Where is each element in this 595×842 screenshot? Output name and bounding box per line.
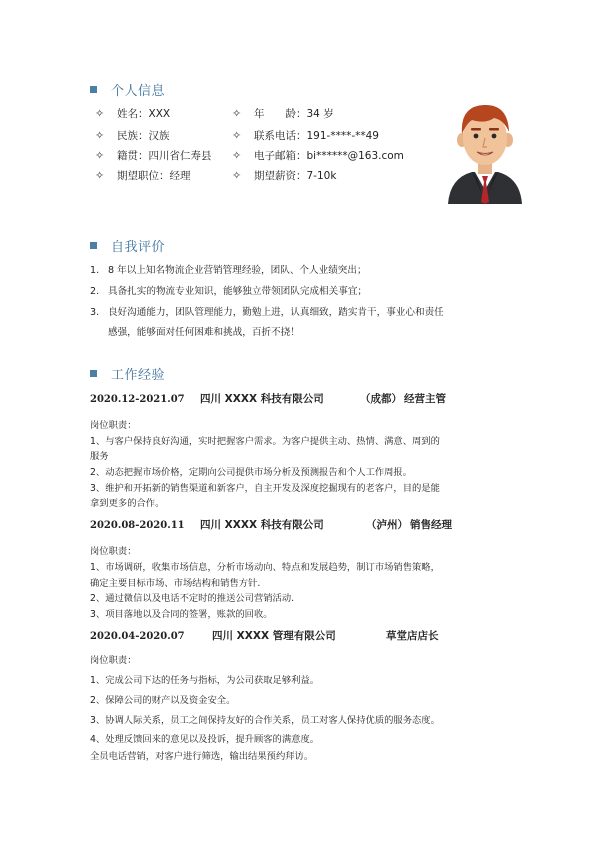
- job-line: 岗位职责：: [90, 546, 137, 557]
- job-company: 四川 XXXX 管理有限公司: [212, 630, 336, 642]
- job-line: 1、与客户保持良好沟通，实时把握客户需求。为客户提供主动、热情、满意、周到的: [90, 436, 440, 447]
- evaluation-item-continued: 感强，能够面对任何困难和挑战，百折不挠！: [108, 327, 300, 338]
- field-email: ✧ 电子邮箱： bi******@163.com: [232, 149, 404, 162]
- field-age: ✧ 年 龄： 34 岁: [232, 107, 334, 120]
- field-hometown: ✧ 籍贯： 四川省仁寿县: [95, 149, 212, 162]
- avatar: [442, 98, 528, 204]
- section-title-evaluation: 自我评价: [90, 236, 165, 255]
- job-line: 全员电话营销，对客户进行筛选，输出结果预约拜访。: [90, 751, 314, 762]
- job-line: 确定主要目标市场、市场结构和销售方针.: [90, 578, 261, 589]
- job-line: 岗位职责：: [90, 655, 137, 666]
- job-location: （泸州）: [366, 519, 408, 531]
- job-location: （成都）: [360, 393, 402, 405]
- job-line: 岗位职责：: [90, 420, 137, 431]
- diamond-bullet-icon: ✧: [95, 169, 105, 182]
- section-square-icon: [90, 370, 97, 377]
- diamond-bullet-icon: ✧: [95, 107, 105, 120]
- job-line: 4、处理反馈回来的意见以及投诉，提升顾客的满意度。: [90, 734, 320, 745]
- job-company: 四川 XXXX 科技有限公司: [200, 519, 324, 531]
- job-line: 1、完成公司下达的任务与指标，为公司获取足够利益。: [90, 675, 320, 686]
- job-date: 2020.08-2020.11: [90, 520, 185, 531]
- diamond-bullet-icon: ✧: [232, 129, 242, 142]
- diamond-bullet-icon: ✧: [232, 149, 242, 162]
- job-line: 3、协调人际关系，员工之间保持友好的合作关系，员工对客人保持优质的服务态度。: [90, 715, 440, 726]
- section-square-icon: [90, 242, 97, 249]
- job-line: 2、保障公司的财产以及资金安全。: [90, 695, 236, 706]
- job-title: 销售经理: [410, 519, 452, 531]
- diamond-bullet-icon: ✧: [95, 149, 105, 162]
- job-company: 四川 XXXX 科技有限公司: [200, 393, 324, 405]
- job-date: 2020.04-2020.07: [90, 631, 185, 642]
- diamond-bullet-icon: ✧: [95, 129, 105, 142]
- job-header: [90, 393, 185, 405]
- job-line: 2、动态把握市场价格，定期向公司提供市场分析及预测报告和个人工作周报。: [90, 467, 413, 478]
- job-header: [90, 630, 185, 642]
- field-desired-salary: ✧ 期望薪资： 7-10k: [232, 169, 337, 182]
- section-title-personal: 个人信息: [90, 80, 165, 99]
- job-header: [90, 519, 185, 531]
- job-title: 经营主管: [404, 393, 446, 405]
- field-phone: ✧ 联系电话： 191-****-**49: [232, 129, 379, 142]
- section-square-icon: [90, 86, 97, 93]
- diamond-bullet-icon: ✧: [232, 169, 242, 182]
- job-line: 拿到更多的合作。: [90, 498, 165, 509]
- evaluation-item: 2. 具备扎实的物流专业知识，能够独立带领团队完成相关事宜；: [90, 286, 368, 297]
- job-line: 1、市场调研，收集市场信息，分析市场动向、特点和发展趋势，制订市场销售策略，: [90, 562, 440, 573]
- field-name: ✧ 姓名： XXX: [95, 107, 171, 120]
- job-line: 2、通过微信以及电话不定时的推送公司营销活动.: [90, 593, 295, 604]
- field-ethnicity: ✧ 民族： 汉族: [95, 129, 170, 142]
- section-title-experience: 工作经验: [90, 364, 165, 383]
- job-title: 草堂店店长: [386, 630, 439, 642]
- job-line: 服务: [90, 451, 109, 462]
- job-date: 2020.12-2021.07: [90, 394, 185, 405]
- evaluation-item: 3. 良好沟通能力，团队管理能力，勤勉上进，认真细致，踏实肯干，事业心和责任: [90, 307, 444, 318]
- evaluation-item: 1. 8 年以上知名物流企业营销管理经验，团队、个人业绩突出；: [90, 265, 367, 276]
- field-desired-position: ✧ 期望职位： 经理: [95, 169, 191, 182]
- job-line: 3、项目落地以及合同的签署，账款的回收。: [90, 609, 273, 620]
- diamond-bullet-icon: ✧: [232, 107, 242, 120]
- job-line: 3、维护和开拓新的销售渠道和新客户，自主开发及深度挖掘现有的老客户，目的是能: [90, 483, 440, 494]
